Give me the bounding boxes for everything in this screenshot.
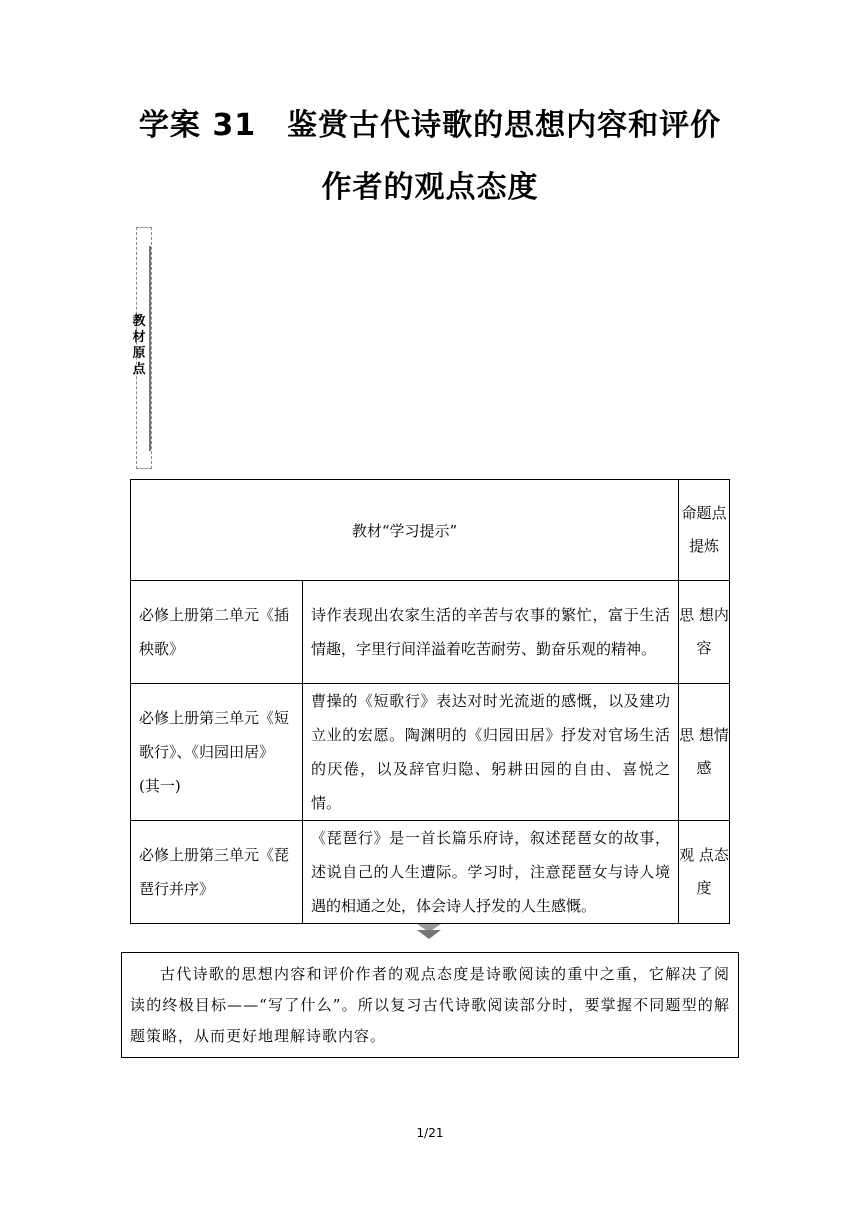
- table-row: [131, 821, 730, 924]
- row-hint: 诗作表现出农家生活的辛苦与农事的繁忙，富于生活情趣，字里行间洋溢着吃苦耐劳、勤奋乐观的精神。: [303, 581, 679, 684]
- row-source: 必修上册第三单元《琵琶行并序》: [131, 821, 303, 924]
- side-tag-bar: [149, 246, 151, 451]
- side-tag-label: 教材原点: [132, 314, 146, 377]
- row-key-point: 思 想情感: [679, 684, 730, 821]
- summary-box: 古代诗歌的思想内容和评价作者的观点态度是诗歌阅读的重中之重，它解决了阅读的终极目标——“写了什么”。所以复习古代诗歌阅读部分时，要掌握不同题型的解题策略，从而更好地理解诗歌内容。: [121, 952, 739, 1058]
- row-key-point: 观 点态度: [679, 821, 730, 924]
- row-source: 必修上册第二单元《插秧歌》: [131, 581, 303, 684]
- side-tag: [132, 227, 152, 469]
- header-study-hint: 教材“学习提示”: [131, 480, 679, 581]
- chevron-down-icon: [417, 924, 441, 940]
- header-key-point: 命题点提炼: [679, 480, 730, 581]
- row-key-point: 思 想内容: [679, 581, 730, 684]
- row-hint: 曹操的《短歌行》表达对时光流逝的感慨，以及建功立业的宏愿。陶渊明的《归园田居》抒发对官场生活的厌倦，以及辞官归隐、躬耕田园的自由、喜悦之情。: [303, 684, 679, 821]
- row-source: 必修上册第三单元《短歌行》、《归园田居》(其一): [131, 684, 303, 821]
- table-row: [131, 581, 730, 684]
- table-header-row: [131, 480, 730, 581]
- table-row: [131, 684, 730, 821]
- page-title-line2: 作者的观点态度: [321, 170, 539, 205]
- page-title-line1: 学案 31 鉴赏古代诗歌的思想内容和评价: [138, 108, 722, 143]
- row-hint: 《琵琶行》是一首长篇乐府诗，叙述琵琶女的故事，述说自己的人生遭际。学习时，注意琵琶女与诗人境遇的相通之处，体会诗人抒发的人生感慨。: [303, 821, 679, 924]
- study-hint-table: [130, 479, 730, 924]
- page-number: 1/21: [416, 1126, 444, 1140]
